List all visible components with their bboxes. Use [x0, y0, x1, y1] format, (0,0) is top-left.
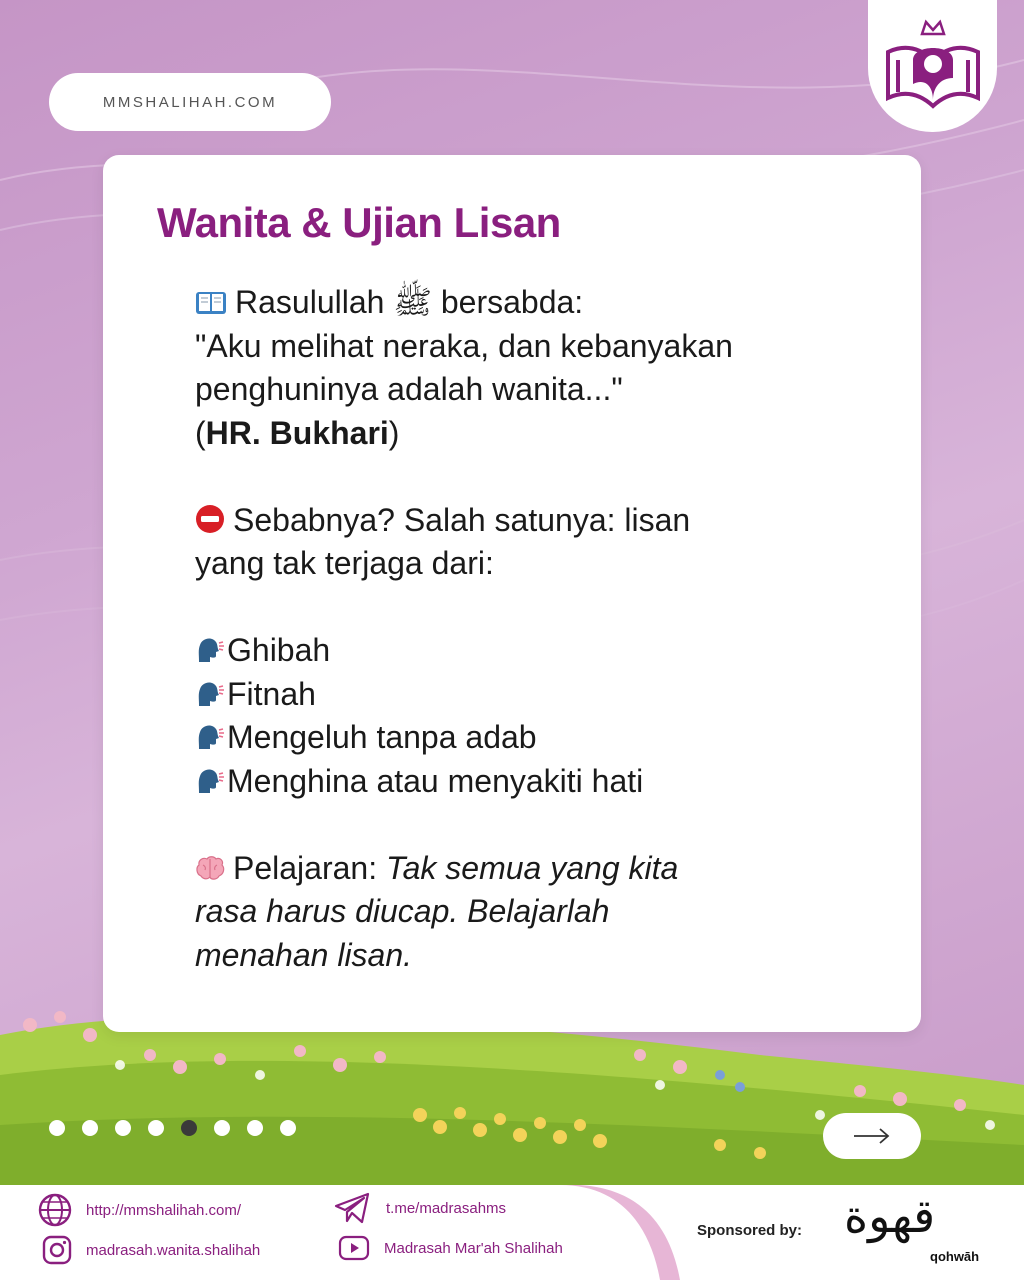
sponsor-logo-arabic: قهوة [844, 1189, 936, 1243]
hadith-quote-line-1: "Aku melihat neraka, dan kebanyakan [195, 327, 733, 364]
speaking-head-icon [195, 678, 225, 708]
globe-icon [38, 1193, 72, 1227]
lesson-line-1 [195, 847, 835, 891]
list-item-text: Mengeluh tanpa adab [227, 719, 537, 755]
card-title: Wanita & Ujian Lisan [157, 199, 561, 246]
lesson-label: Pelajaran: [233, 849, 378, 886]
spacer [195, 586, 835, 630]
footer-telegram[interactable] [334, 1191, 506, 1225]
sponsor-logo-qohwah[interactable] [836, 1189, 980, 1275]
footer-instagram[interactable] [42, 1235, 260, 1265]
book-icon [195, 290, 227, 316]
footer-youtube-text: Madrasah Mar'ah Shalihah [384, 1239, 563, 1257]
footer-website-text: http://mmshalihah.com/ [86, 1201, 242, 1219]
source-close-paren: ) [388, 414, 400, 451]
card-body [195, 281, 835, 977]
hadith-intro-line [195, 281, 835, 325]
footer-website[interactable] [38, 1193, 241, 1227]
lesson-text-1: Tak semua yang kita [385, 849, 679, 886]
telegram-icon [334, 1191, 372, 1225]
pagination-dot[interactable] [148, 1120, 164, 1136]
speaking-head-icon [195, 634, 225, 664]
sponsor-logo-latin: qohwāh [930, 1249, 980, 1264]
list-item-text: Menghina atau menyakiti hati [227, 762, 644, 799]
pagination-dot[interactable] [82, 1120, 98, 1136]
site-url-pill[interactable] [49, 73, 331, 131]
content-card [103, 155, 921, 1032]
hadith-quote-line-2: penghuninya adalah wanita..." [195, 371, 623, 407]
spacer [195, 803, 835, 847]
list-item [195, 629, 835, 673]
spacer [195, 455, 835, 499]
arrow-right-icon [852, 1126, 892, 1146]
reason-text-1: Sebabnya? Salah satunya: lisan [233, 501, 691, 538]
sponsor-label: Sponsored by: [697, 1222, 803, 1239]
no-entry-icon [195, 504, 225, 534]
site-url-text: MMSHALIHAH.COM [102, 93, 278, 111]
list-item [195, 673, 835, 717]
footer-telegram-text: t.me/madrasahms [386, 1199, 507, 1217]
next-slide-button[interactable] [823, 1113, 921, 1159]
instagram-icon [42, 1235, 72, 1265]
pagination-dot[interactable] [49, 1120, 65, 1136]
footer-youtube[interactable] [338, 1235, 563, 1261]
brain-icon [195, 854, 225, 882]
hadith-source-line [195, 412, 835, 456]
list-item [195, 760, 835, 804]
pagination-dot[interactable] [280, 1120, 296, 1136]
list-item-text: Ghibah [227, 632, 331, 668]
pagination-dot[interactable] [214, 1120, 230, 1136]
reason-line-1 [195, 499, 835, 543]
list-item-text: Fitnah [227, 675, 316, 712]
speaking-head-icon [195, 721, 225, 751]
footer-instagram-text: madrasah.wanita.shalihah [86, 1241, 261, 1259]
footer-decor-swoosh [560, 1185, 720, 1280]
hadith-source-name: HR. Bukhari [205, 414, 389, 451]
lesson-line-2: rasa harus diucap. Belajarlah [195, 893, 610, 929]
carousel-pagination [49, 1120, 296, 1138]
pagination-dot-active[interactable] [181, 1120, 197, 1136]
hadith-intro-text: Rasulullah ﷺ bersabda: [235, 284, 584, 320]
source-open-paren: ( [195, 414, 206, 451]
list-item [195, 716, 835, 760]
youtube-icon [338, 1235, 370, 1261]
pagination-dot[interactable] [115, 1120, 131, 1136]
brand-logo-tab [868, 0, 997, 132]
pagination-dot[interactable] [247, 1120, 263, 1136]
speaking-head-icon [195, 765, 225, 795]
reason-line-2: yang tak terjaga dari: [195, 545, 494, 581]
footer [0, 1185, 1024, 1280]
crown-book-logo-icon [880, 12, 986, 112]
lesson-line-3: menahan lisan. [195, 936, 413, 973]
